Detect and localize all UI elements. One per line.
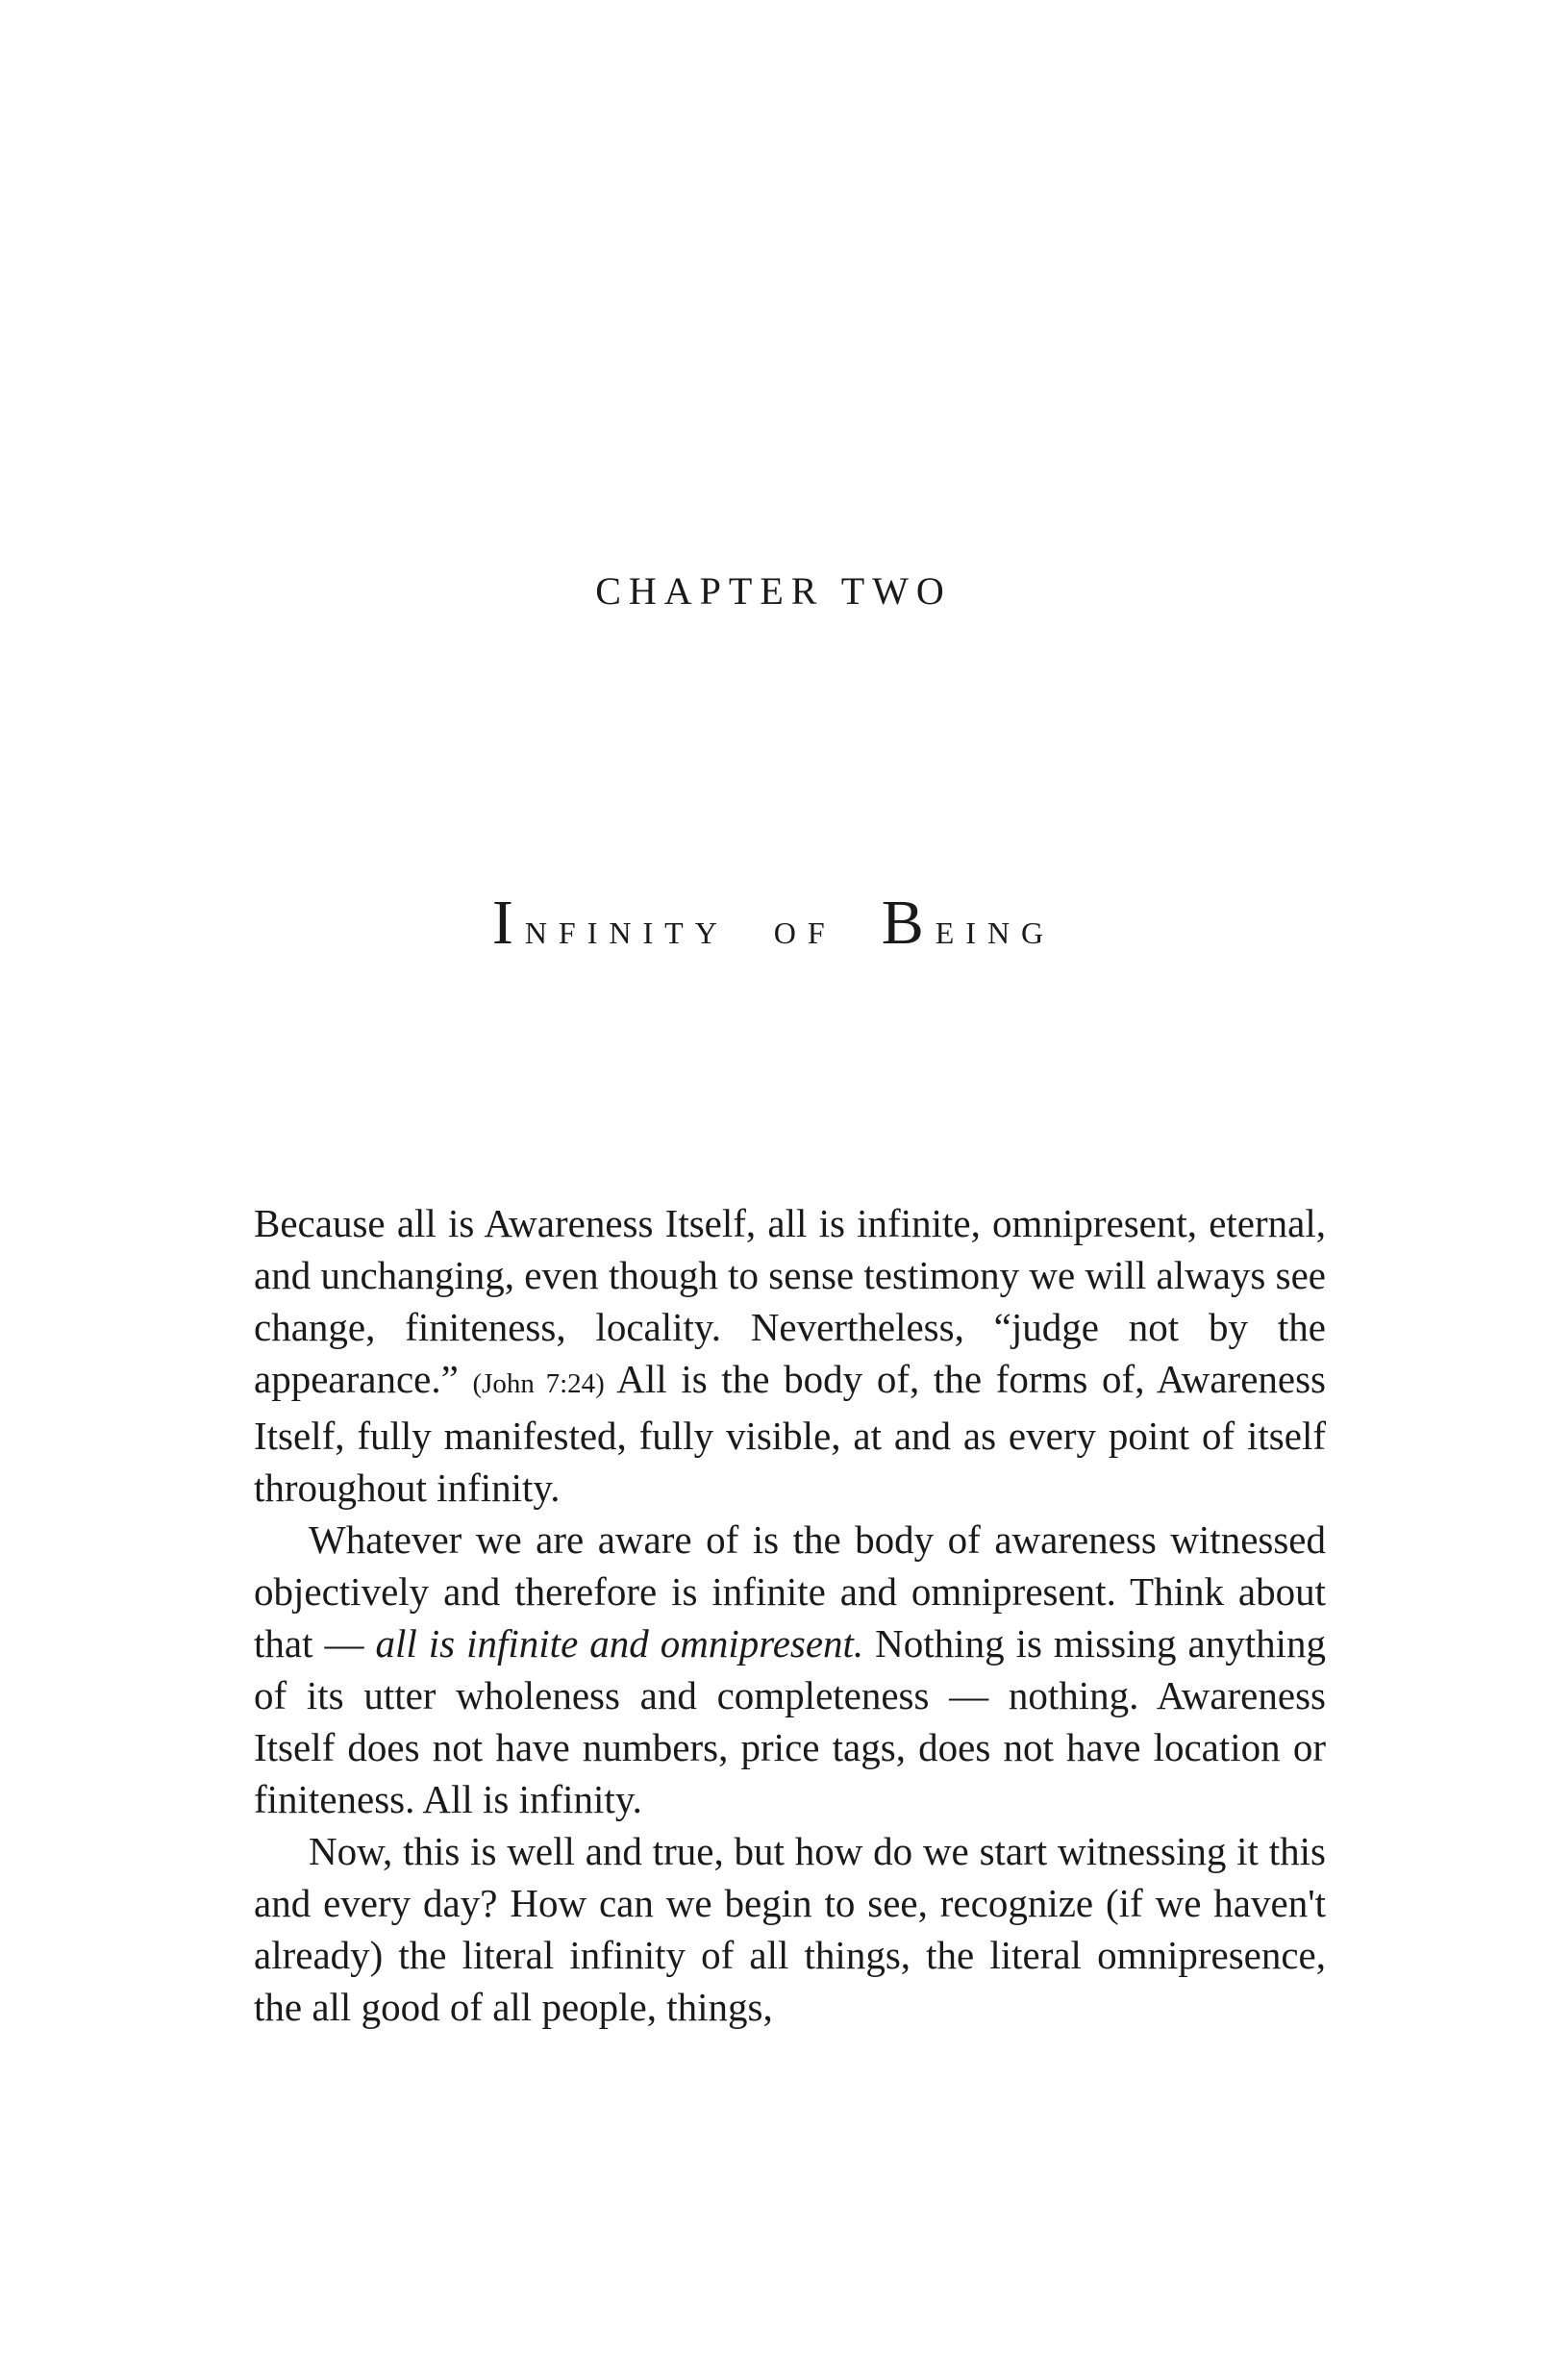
scripture-citation: (John 7:24) <box>472 1368 605 1399</box>
paragraph-2-text-b: Nothing is missing anything of its utter wholeness and completeness — nothing. Awareness Itself does not have numbers, price tags, does not have location or finiteness. All is infinity. <box>254 1621 1326 1821</box>
paragraph-2 <box>254 1514 1326 1825</box>
paragraph-1-text-a: Because all is Awareness Itself, all is infinite, omnipresent, eternal, and unchanging, even though to sense testimony we will always see change, finiteness, locality. Nevertheless, “judge not by the appearance.” <box>254 1201 1326 1401</box>
paragraph-2-text-a: Whatever we are aware of is the body of awareness witnessed objectively and therefore is infinite and omnipresent. Think about that — <box>254 1517 1326 1666</box>
title-word-infinity-rest: nfinity <box>524 904 729 953</box>
paragraph-3: Now, this is well and true, but how do we start witnessing it this and every day? How can we begin to see, recognize (if we haven't already) the literal infinity of all things, the literal omnipresence, the all good of all people, things, <box>254 1829 1326 2029</box>
paragraph-1 <box>254 1197 1326 1514</box>
paragraph-1-text-b: All is the body of, the forms of, Awareness Itself, fully manifested, fully visible, at and as every point of itself throughout infinity. <box>254 1357 1326 1510</box>
title-initial-b: B <box>881 888 936 958</box>
title-word-being-rest: eing <box>935 904 1056 953</box>
chapter-label: CHAPTER TWO <box>595 569 952 613</box>
paragraph-2-italic: all is infinite and omnipresent. <box>375 1621 864 1666</box>
title-initial-i: I <box>491 888 525 958</box>
title-word-of: of <box>773 904 836 953</box>
chapter-title <box>0 885 1547 967</box>
body-text <box>254 1197 1326 2033</box>
